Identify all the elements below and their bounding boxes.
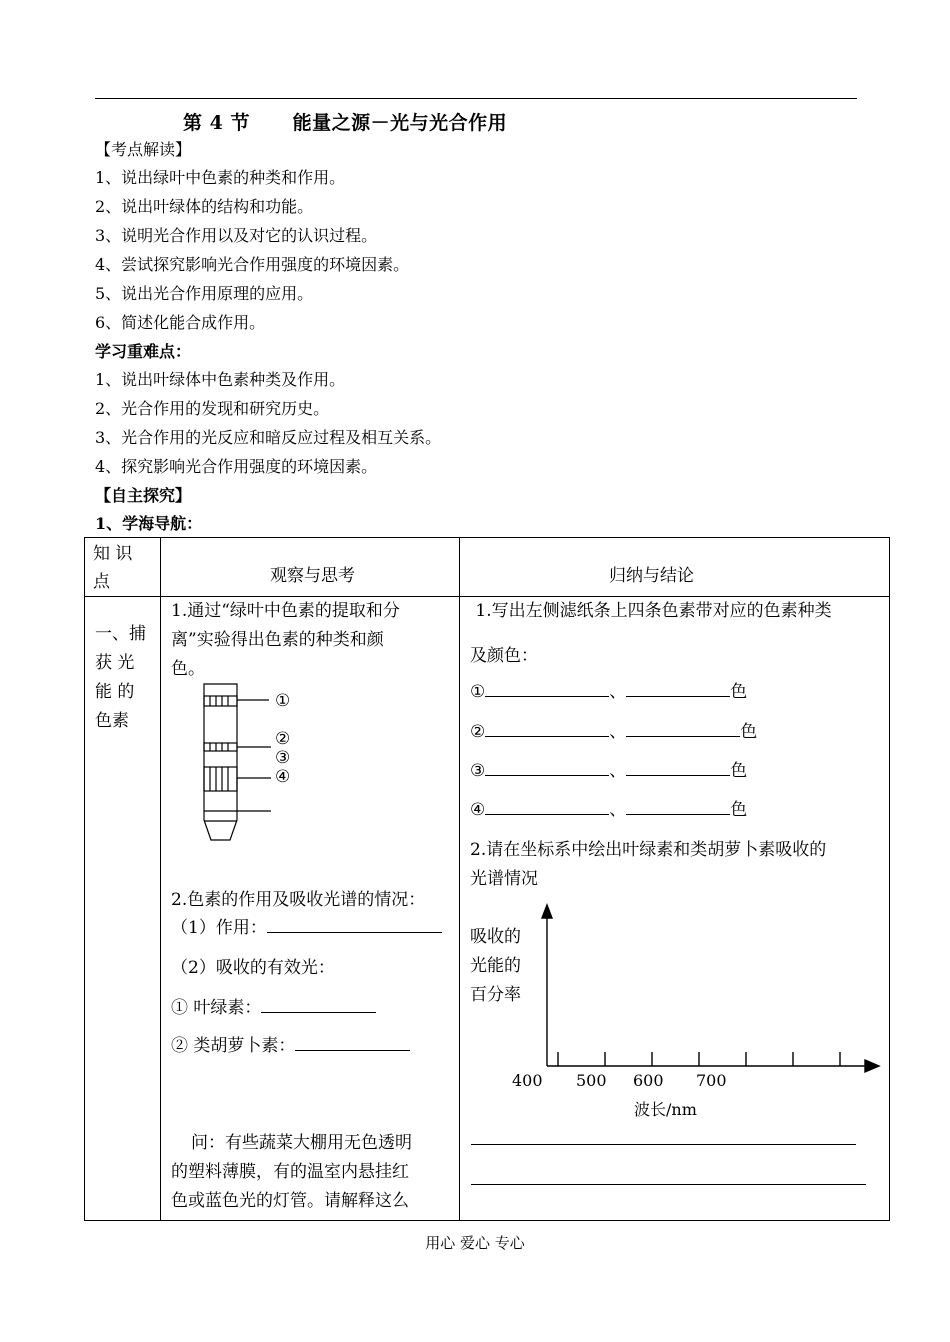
color-label: 色	[730, 682, 748, 702]
list-item: 2、说出叶绿体的结构和功能。	[95, 197, 314, 216]
question-line: 色或蓝色光的灯管。请解释这么	[171, 1191, 409, 1211]
separator: 、	[609, 722, 627, 742]
study-table	[84, 537, 890, 1221]
section-heading-self-study: 【自主探究】	[95, 486, 192, 505]
q2-line: 2.色素的作用及吸收光谱的情况：	[171, 890, 426, 910]
y-axis-arrow	[542, 905, 552, 918]
diagram-layer	[85, 538, 891, 1222]
list-item: 4、探究影响光合作用强度的环境因素。	[95, 457, 378, 476]
header-knowledge: 知 识	[93, 544, 133, 564]
list-item: 3、说明光合作用以及对它的认识过程。	[95, 226, 378, 245]
a2-line: 光谱情况	[470, 869, 538, 889]
row-marker: ①	[470, 682, 486, 702]
q2-function-label: （1）作用：	[171, 918, 267, 938]
separator: 、	[609, 682, 627, 702]
topic-line: 色素	[95, 711, 129, 731]
x-tick-label: 500	[576, 1071, 607, 1090]
x-axis-arrow	[865, 1060, 879, 1072]
list-item: 1、说出叶绿体中色素种类及作用。	[95, 370, 346, 389]
a1-line: 及颜色：	[470, 646, 538, 666]
header-observe: 观察与思考	[270, 566, 355, 586]
x-tick-label: 600	[633, 1071, 664, 1090]
top-rule	[95, 98, 857, 99]
list-item: 3、光合作用的光反应和暗反应过程及相互关系。	[95, 428, 442, 447]
y-axis-label: 百分率	[470, 985, 521, 1005]
separator: 、	[609, 800, 627, 820]
q1-line: 1.通过“绿叶中色素的提取和分	[171, 601, 400, 621]
spectrum-axes	[542, 905, 879, 1072]
list-item: 2、光合作用的发现和研究历史。	[95, 399, 330, 418]
row-marker: ②	[470, 722, 486, 742]
separator: 、	[609, 761, 627, 781]
question-line: 问：有些蔬菜大棚用无色透明	[191, 1133, 412, 1153]
x-tick-label: 400	[512, 1071, 543, 1090]
q2-effective-light: （2）吸收的有效光：	[171, 958, 335, 978]
x-tick-label: 700	[696, 1071, 727, 1090]
list-item: 1、说出绿叶中色素的种类和作用。	[95, 168, 346, 187]
section-heading-key-points: 学习重难点：	[95, 342, 192, 361]
chlorophyll-label: ① 叶绿素：	[171, 998, 262, 1018]
carotenoid-label: ② 类胡萝卜素：	[171, 1036, 296, 1056]
row-marker: ④	[470, 800, 486, 820]
header-conclude: 归纳与结论	[609, 566, 694, 586]
q1-line: 离”实验得出色素的种类和颜	[171, 630, 384, 650]
footer-motto: 用心 爱心 专心	[425, 1234, 525, 1252]
color-label: 色	[730, 800, 748, 820]
strip-label: ①	[275, 691, 291, 711]
x-axis-title: 波长/nm	[634, 1100, 697, 1119]
row-marker: ③	[470, 761, 486, 781]
y-axis-label: 光能的	[470, 956, 521, 976]
topic-line: 一、捕	[95, 624, 146, 644]
strip-label: ④	[275, 767, 291, 787]
color-label: 色	[740, 722, 758, 742]
y-axis-label: 吸收的	[470, 927, 521, 947]
topic-line: 能 的	[95, 682, 135, 702]
list-item: 4、尝试探究影响光合作用强度的环境因素。	[95, 255, 410, 274]
list-item: 6、简述化能合成作用。	[95, 313, 266, 332]
list-item: 5、说出光合作用原理的应用。	[95, 284, 314, 303]
header-knowledge-point: 点	[93, 572, 110, 592]
subheading-guide: 1、学海导航：	[95, 514, 203, 533]
section-heading-exam-points: 【考点解读】	[95, 140, 192, 159]
chromatography-strip	[204, 684, 271, 840]
strip-label: ③	[275, 748, 291, 768]
q1-line: 色。	[171, 659, 205, 679]
question-line: 的塑料薄膜，有的温室内悬挂红	[171, 1162, 409, 1182]
a2-line: 2.请在坐标系中绘出叶绿素和类胡萝卜素吸收的	[470, 840, 827, 860]
topic-line: 获 光	[95, 653, 135, 673]
strip-label: ②	[275, 729, 291, 749]
color-label: 色	[730, 761, 748, 781]
a1-line: 1.写出左侧滤纸条上四条色素带对应的色素种类	[470, 601, 832, 621]
page-title: 第 4 节 能量之源－光与光合作用	[183, 112, 508, 134]
